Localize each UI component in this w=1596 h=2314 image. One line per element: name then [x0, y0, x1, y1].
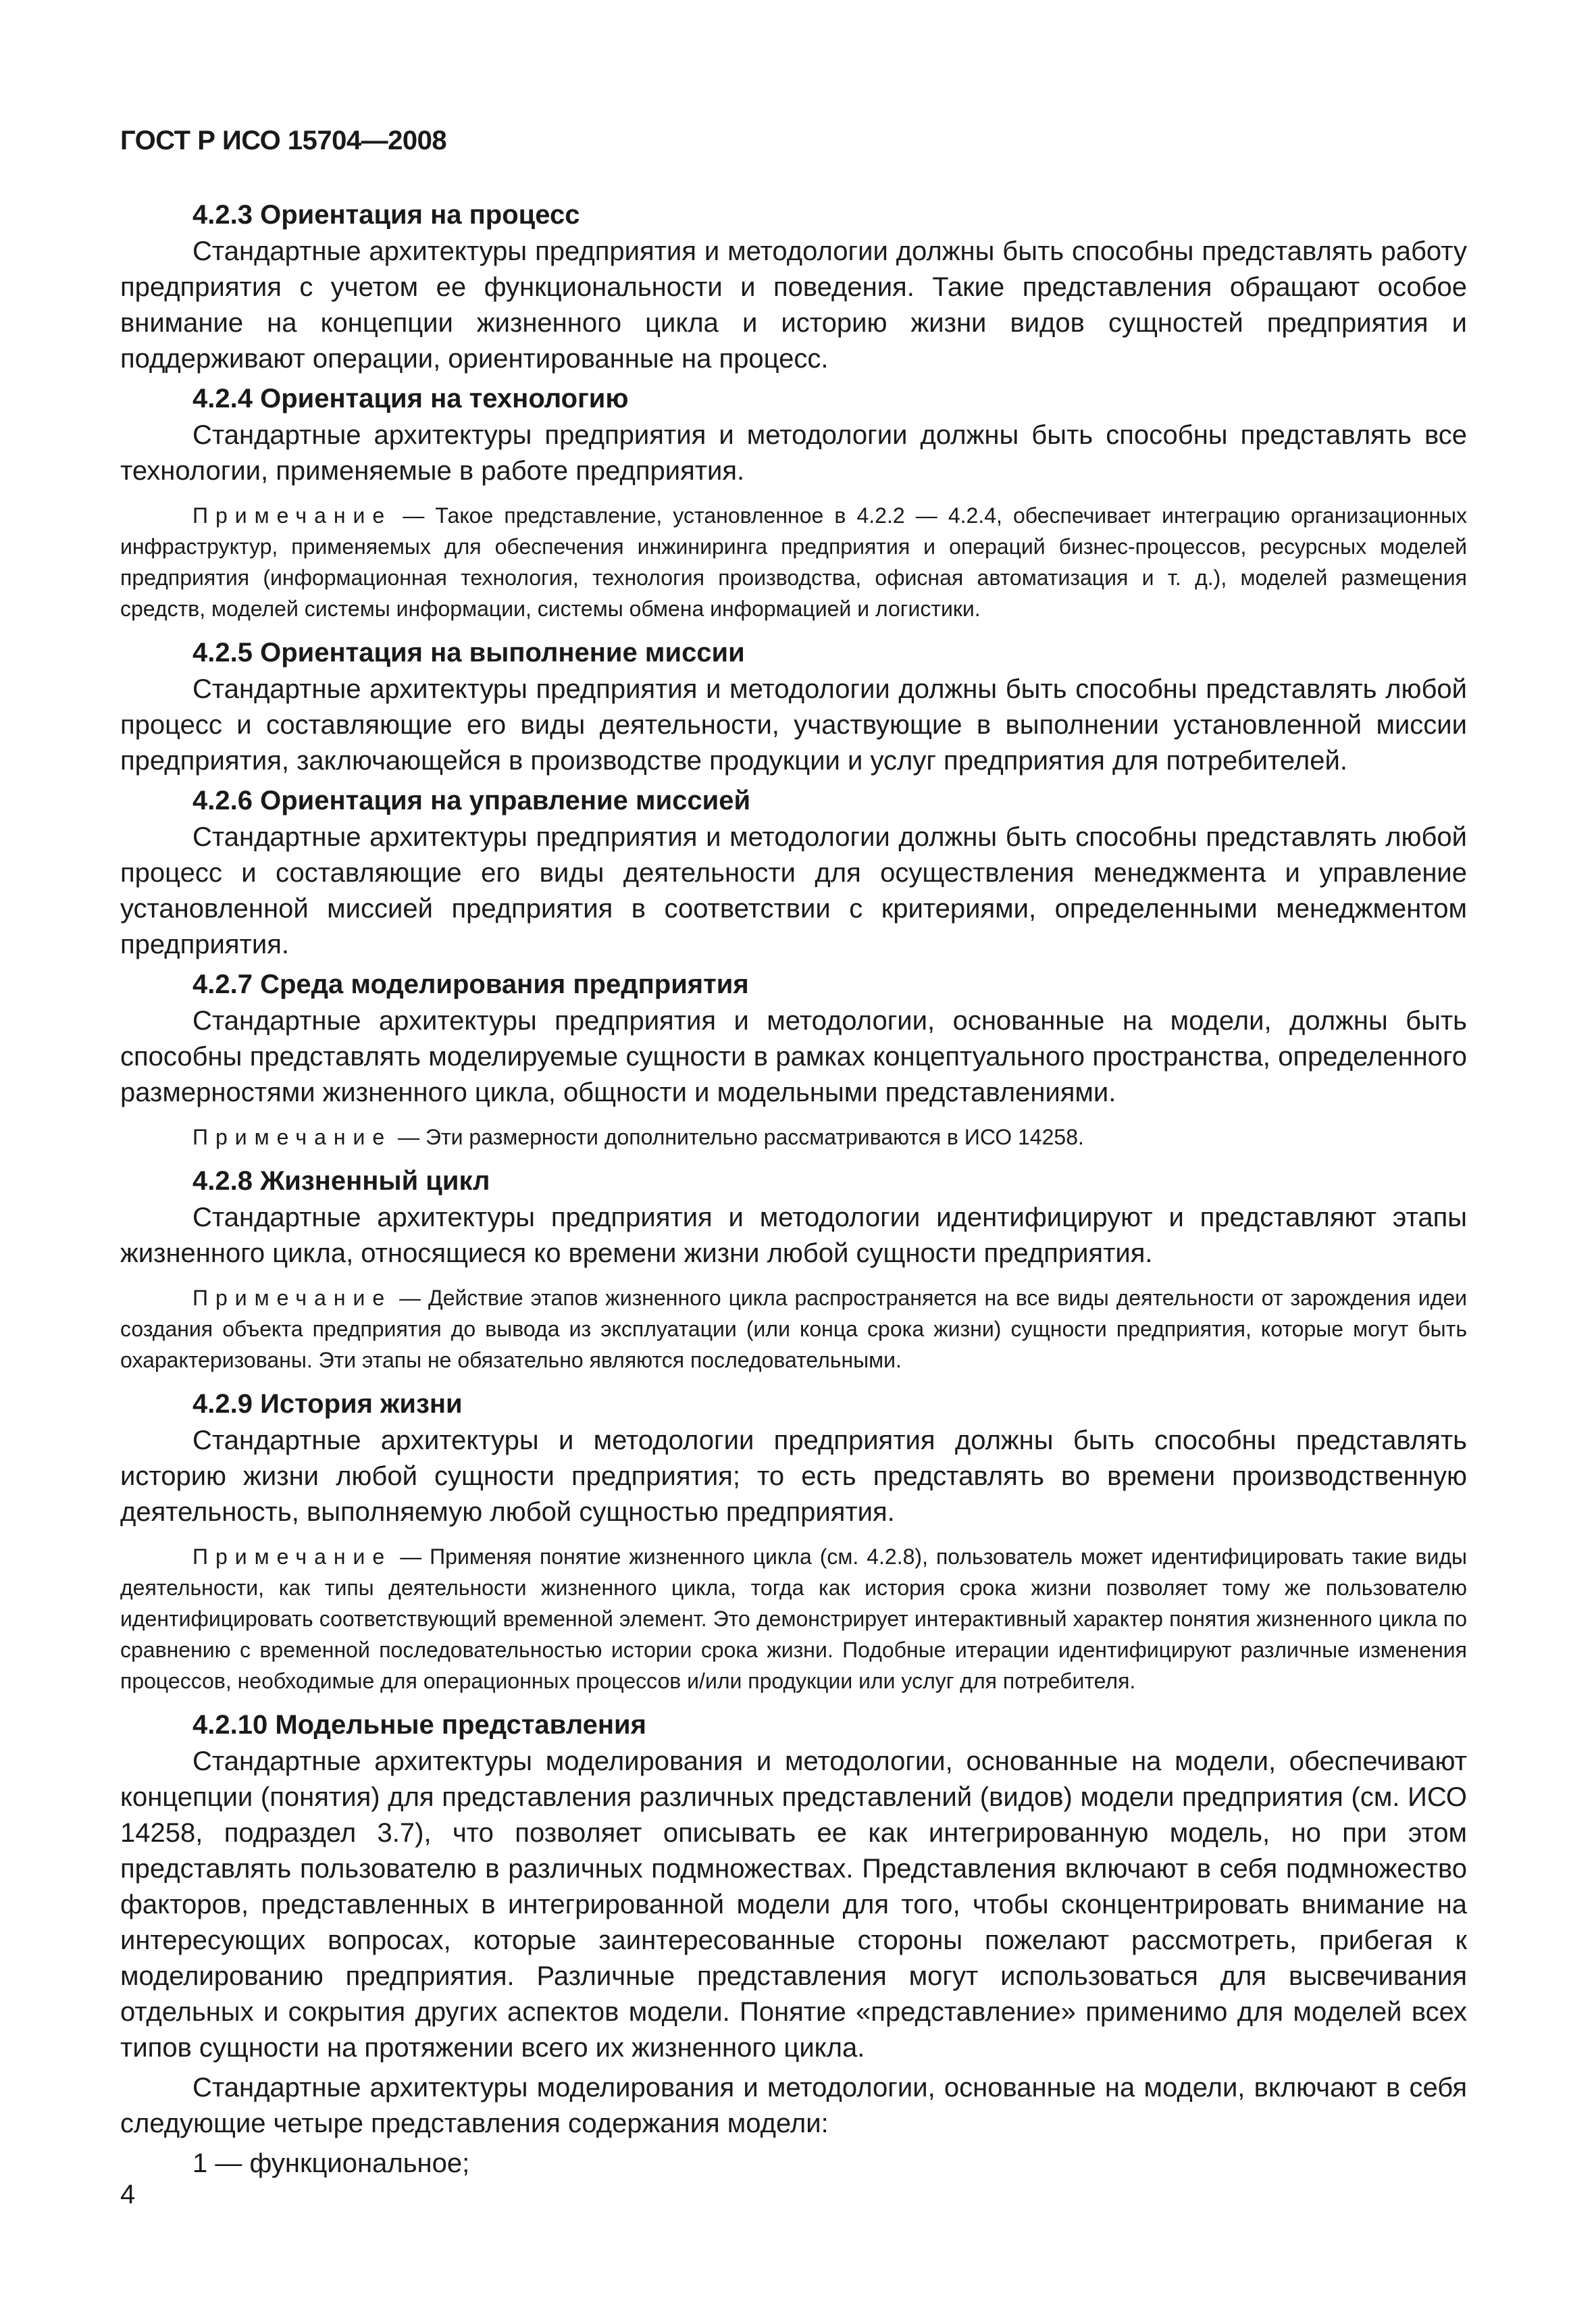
- section-4-2-6: [120, 783, 1467, 963]
- note: [120, 1541, 1467, 1696]
- note-text: — Эти размерности дополнительно рассматриваются в ИСО 14258.: [398, 1125, 1084, 1149]
- note: [120, 1282, 1467, 1376]
- paragraph: Стандартные архитектуры предприятия и методологии должны быть способны представлять любой процесс и составляющие его виды деятельности для осуществления менеджмента и управление установленной миссией предприятия в соответствии с критериями, определенными менеджментом предприятия.: [120, 822, 1467, 959]
- note-text: — Такое представление, установленное в 4.2.2 — 4.2.4, обеспечивает интеграцию организационных инфраструктур, применяемых для обеспечения инжиниринга предприятия и операций бизнес-процессов, ресурсных моделей предприятия (информационная технология, технология производства, офисная автоматизация и т. д.), моделей размещения средств, моделей системы информации, системы обмена информацией и логистики.: [120, 503, 1467, 621]
- note-label: Примечание: [192, 1544, 392, 1569]
- paragraph: Стандартные архитектуры моделирования и методологии, основанные на модели, обеспечивают концепции (понятия) для представления различных представлений (видов) модели предприятия (см. ИСО 14258, подраздел 3.7), что позволяет описывать ее как интегрированную модель, но при этом представлять пользователю в различных подмножествах. Представления включают в себя подмножество факторов, представленных в интегрированной модели для того, чтобы сконцентрировать внимание на интересующих вопросах, которые заинтересованные стороны пожелают рассмотреть, прибегая к моделированию предприятия. Различные представления могут использоваться для высвечивания отдельных и сокрытия других аспектов модели. Понятие «представление» применимо для моделей всех типов сущности на протяжении всего их жизненного цикла.: [120, 1746, 1467, 2063]
- section-heading: 4.2.9 История жизни: [192, 1389, 463, 1419]
- paragraph: Стандартные архитектуры предприятия и методологии должны быть способны представлять все технологии, применяемые в работе предприятия.: [120, 420, 1467, 486]
- list-item: 1 — функциональное;: [192, 2148, 470, 2178]
- paragraph: Стандартные архитектуры и методологии предприятия должны быть способны представлять историю жизни любой сущности предприятия; то есть представлять во времени производственную деятельность, выполняемую любой сущностью предприятия.: [120, 1426, 1467, 1527]
- section-4-2-5: [120, 635, 1467, 779]
- note-label: Примечание: [192, 503, 392, 528]
- section-4-2-4: [120, 381, 1467, 624]
- section-heading: 4.2.4 Ориентация на технологию: [192, 384, 629, 413]
- paragraph: Стандартные архитектуры предприятия и методологии должны быть способны представлять работу предприятия с учетом ее функциональности и поведения. Такие представления обращают особое внимание на концепции жизненного цикла и историю жизни видов сущностей предприятия и поддерживают операции, ориентированные на процесс.: [120, 236, 1467, 374]
- section-heading: 4.2.5 Ориентация на выполнение миссии: [192, 638, 745, 668]
- section-4-2-3: [120, 197, 1467, 377]
- note-text: — Действие этапов жизненного цикла распространяется на все виды деятельности от зарождения идеи создания объекта предприятия до вывода из эксплуатации (или конца срока жизни) сущности предприятия, которые могут быть охарактеризованы. Эти этапы не обязательно являются последовательными.: [120, 1286, 1468, 1372]
- section-4-2-10: [120, 1707, 1467, 2182]
- section-heading: 4.2.3 Ориентация на процесс: [192, 200, 580, 230]
- paragraph: Стандартные архитектуры моделирования и методологии, основанные на модели, включают в себя следующие четыре представления содержания модели:: [120, 2073, 1467, 2138]
- page-number: 4: [120, 2180, 136, 2209]
- note-label: Примечание: [192, 1286, 392, 1310]
- section-heading: 4.2.7 Среда моделирования предприятия: [192, 970, 749, 999]
- paragraph: Стандартные архитектуры предприятия и методологии идентифицируют и представляют этапы жизненного цикла, относящиеся ко времени жизни любой сущности предприятия.: [120, 1203, 1467, 1268]
- paragraph: Стандартные архитектуры предприятия и методологии, основанные на модели, должны быть способны представлять моделируемые сущности в рамках концептуального пространства, определенного размерностями жизненного цикла, общности и модельными представлениями.: [120, 1006, 1467, 1107]
- document-body: [120, 197, 1467, 2182]
- section-4-2-8: [120, 1163, 1467, 1376]
- note: [120, 1122, 1467, 1153]
- section-4-2-9: [120, 1386, 1467, 1696]
- section-heading: 4.2.6 Ориентация на управление миссией: [192, 786, 751, 815]
- note-text: — Применяя понятие жизненного цикла (см. 4.2.8), пользователь может идентифицировать такие виды деятельности, как типы деятельности жизненного цикла, тогда как история срока жизни позволяет тому же пользователю идентифицировать соответствующий временной элемент. Это демонстрирует интерактивный характер понятия жизненного цикла по сравнению с временной последовательностью истории срока жизни. Подобные итерации идентифицируют различные изменения процессов, необходимые для операционных процессов и/или продукции или услуг для потребителя.: [120, 1544, 1468, 1693]
- section-heading: 4.2.10 Модельные представления: [192, 1710, 646, 1740]
- paragraph: Стандартные архитектуры предприятия и методологии должны быть способны представлять любой процесс и составляющие его виды деятельности, участвующие в выполнении установленной миссии предприятия, заключающейся в производстве продукции и услуг предприятия для потребителей.: [120, 674, 1467, 776]
- note: [120, 500, 1467, 624]
- note-label: Примечание: [192, 1125, 392, 1149]
- section-heading: 4.2.8 Жизненный цикл: [192, 1166, 490, 1196]
- section-4-2-7: [120, 967, 1467, 1153]
- document-code: ГОСТ Р ИСО 15704—2008: [120, 126, 447, 155]
